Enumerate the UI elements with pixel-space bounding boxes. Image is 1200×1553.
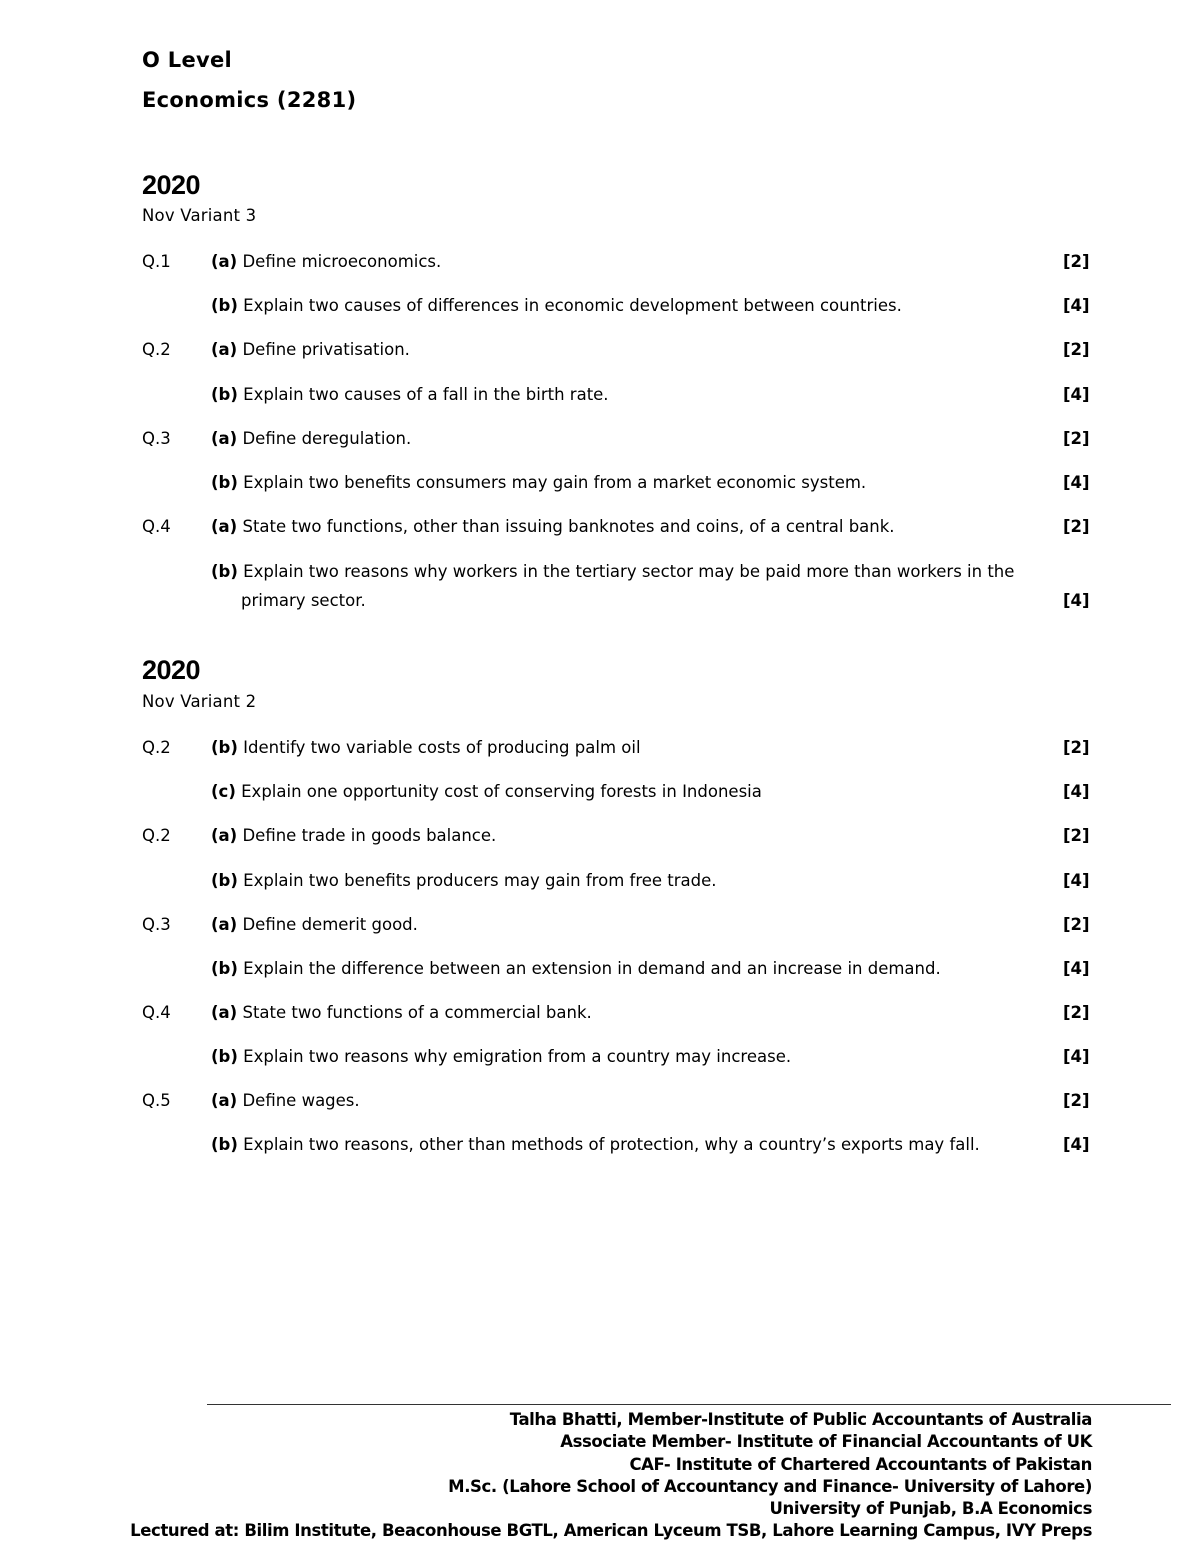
question-part: (a) State two functions, other than issuing banknotes and coins, of a central bank.	[211, 517, 895, 536]
question-part: (b) Explain two benefits producers may gain from free trade.	[211, 871, 717, 890]
question-number: Q.2	[142, 340, 171, 359]
question-number: Q.3	[142, 429, 171, 448]
question-number: Q.3	[142, 915, 171, 934]
question-number: Q.5	[142, 1091, 171, 1110]
question-part: (a) Define deregulation.	[211, 429, 412, 448]
section-variant: Nov Variant 3	[142, 206, 257, 225]
question-part: (a) State two functions of a commercial bank.	[211, 1003, 592, 1022]
question-mark: [2]	[1063, 915, 1090, 934]
question-part: (a) Define wages.	[211, 1091, 360, 1110]
footer-line: Talha Bhatti, Member-Institute of Public Accountants of Australia	[509, 1410, 1092, 1429]
question-mark: [4]	[1063, 296, 1090, 315]
section-year: 2020	[142, 170, 201, 200]
question-part: (b) Explain two causes of a fall in the birth rate.	[211, 385, 609, 404]
subject-heading: Economics (2281)	[142, 88, 357, 112]
question-part: (b) Explain two reasons, other than methods of protection, why a country’s exports may fall.	[211, 1135, 980, 1154]
question-mark: [2]	[1063, 429, 1090, 448]
section-year: 2020	[142, 655, 201, 685]
question-mark: [2]	[1063, 340, 1090, 359]
question-mark: [4]	[1063, 782, 1090, 801]
question-mark: [2]	[1063, 1091, 1090, 1110]
footer-line: M.Sc. (Lahore School of Accountancy and Finance- University of Lahore)	[448, 1476, 1092, 1496]
level-heading: O Level	[142, 48, 233, 72]
question-mark: [4]	[1063, 1135, 1090, 1154]
footer-line: Associate Member- Institute of Financial Accountants of UK	[560, 1432, 1092, 1452]
footer-line: Lectured at: Bilim Institute, Beaconhouse BGTL, American Lyceum TSB, Lahore Learning Campus, IVY Preps	[130, 1521, 1092, 1541]
question-mark: [2]	[1063, 738, 1090, 757]
question-mark: [2]	[1063, 826, 1090, 845]
question-mark: [4]	[1063, 959, 1090, 978]
question-part: (a) Define privatisation.	[211, 340, 410, 359]
question-number: Q.4	[142, 1003, 171, 1022]
question-part: (a) Define demerit good.	[211, 915, 418, 934]
question-mark: [4]	[1063, 473, 1090, 492]
question-number: Q.4	[142, 517, 171, 536]
question-number: Q.2	[142, 738, 171, 757]
question-part: (b) Explain the difference between an extension in demand and an increase in demand.	[211, 959, 941, 978]
question-number: Q.1	[142, 252, 171, 271]
question-mark: [2]	[1063, 517, 1090, 536]
question-part: (a) Define trade in goods balance.	[211, 826, 497, 845]
question-mark: [4]	[1063, 385, 1090, 404]
footer-line: CAF- Institute of Chartered Accountants of Pakistan	[629, 1454, 1092, 1474]
question-part: (b) Explain two reasons why emigration from a country may increase.	[211, 1047, 792, 1066]
footer-line: University of Punjab, B.A Economics	[769, 1499, 1092, 1519]
question-part: (c) Explain one opportunity cost of conserving forests in Indonesia	[211, 782, 762, 801]
section-variant: Nov Variant 2	[142, 692, 257, 711]
question-part: (b) Explain two benefits consumers may gain from a market economic system.	[211, 473, 867, 492]
question-part: (b) Explain two causes of differences in economic development between countries.	[211, 296, 902, 315]
question-part: (a) Define microeconomics.	[211, 252, 442, 271]
question-mark: [4]	[1063, 1047, 1090, 1066]
question-mark: [4]	[1063, 591, 1090, 610]
question-part: (b) Explain two reasons why workers in the tertiary sector may be paid more than workers in the	[211, 562, 1015, 581]
question-mark: [2]	[1063, 252, 1090, 271]
question-mark: [4]	[1063, 871, 1090, 890]
question-part: (b) Identify two variable costs of producing palm oil	[211, 738, 641, 757]
question-mark: [2]	[1063, 1003, 1090, 1022]
footer-divider	[207, 1404, 1171, 1405]
footer-credits	[130, 1409, 1092, 1543]
question-number: Q.2	[142, 826, 171, 845]
question-text-continued: primary sector.	[241, 591, 366, 610]
